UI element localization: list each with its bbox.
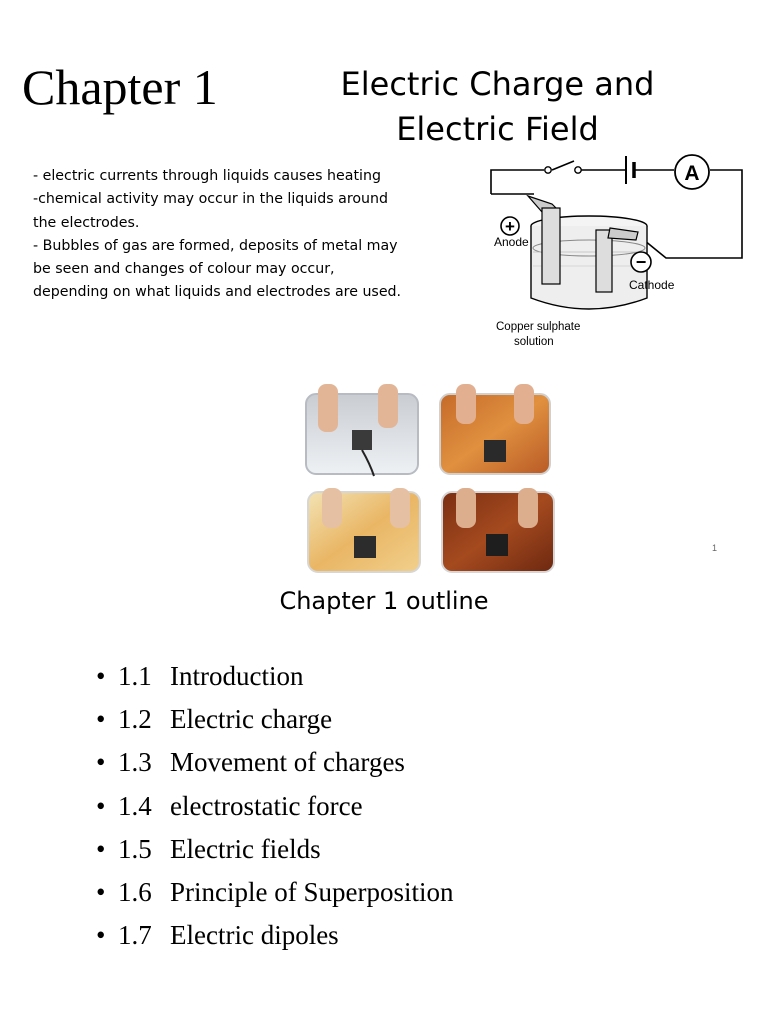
- solution-label: solution: [514, 336, 554, 348]
- section-number: 1.3: [118, 747, 152, 778]
- outline-item: [96, 872, 453, 915]
- solution-label: Copper sulphate: [496, 321, 581, 333]
- slide-title-line-1: Electric Charge and: [340, 65, 655, 103]
- outline-item: [96, 915, 453, 958]
- bullet: •: [96, 833, 106, 864]
- battery-symbol: [626, 156, 634, 184]
- outline-title: Chapter 1 outline: [279, 587, 489, 615]
- section-number: 1.2: [118, 704, 152, 735]
- section-number: 1.7: [118, 920, 152, 951]
- ammeter-symbol: A: [684, 162, 700, 185]
- section-number: 1.4: [118, 790, 152, 821]
- bullet: •: [96, 920, 106, 951]
- bullet: •: [96, 747, 106, 778]
- section-title: Electric fields: [170, 833, 321, 864]
- plus-symbol: +: [505, 217, 515, 236]
- switch-contact: [545, 167, 551, 173]
- note-line: depending on what liquids and electrodes are used.: [33, 284, 402, 301]
- section-number: 1.6: [118, 876, 152, 907]
- slide-title-line-2: Electric Field: [396, 110, 599, 148]
- note-line: be seen and changes of colour may occur,: [33, 261, 335, 278]
- electrolysis-notes: [33, 165, 453, 305]
- outline-item: [96, 656, 453, 699]
- chapter-label: Chapter 1: [22, 59, 218, 115]
- note-line: -chemical activity may occur in the liquids around: [33, 191, 389, 208]
- photo-brown-water: [442, 488, 554, 572]
- section-title: electrostatic force: [170, 790, 363, 821]
- section-number: 1.1: [118, 661, 152, 691]
- bullet: •: [96, 790, 106, 821]
- section-number: 1.5: [118, 833, 152, 864]
- outline-item: [96, 829, 453, 872]
- anode-label: Anode: [494, 235, 529, 249]
- outline-item: [96, 742, 453, 785]
- section-title: Introduction: [170, 661, 304, 691]
- minus-symbol: −: [635, 252, 647, 272]
- photo-clear-water: [306, 384, 418, 476]
- outline-list: [96, 656, 453, 958]
- electrolysis-photo-grid: [300, 384, 565, 574]
- note-line: the electrodes.: [33, 214, 140, 231]
- section-title: Electric dipoles: [170, 920, 339, 951]
- bullet: •: [96, 876, 106, 907]
- note-line: - electric currents through liquids causes heating: [33, 168, 381, 184]
- switch-contact: [575, 167, 581, 173]
- photo-orange-water: [440, 384, 550, 474]
- bullet: •: [96, 661, 106, 691]
- section-title: Movement of charges: [170, 747, 405, 778]
- section-title: Electric charge: [170, 704, 333, 735]
- outline-item: [96, 786, 453, 829]
- bullet: •: [96, 704, 106, 735]
- note-line: - Bubbles of gas are formed, deposits of metal may: [33, 237, 398, 254]
- page-number: 1: [712, 543, 718, 553]
- cathode-label: Cathode: [629, 278, 675, 292]
- electrolysis-circuit-diagram: [486, 148, 748, 354]
- photo-yellow-water: [308, 488, 420, 572]
- slide-title: [310, 62, 685, 152]
- outline-item: [96, 699, 453, 742]
- section-title: Principle of Superposition: [170, 876, 454, 907]
